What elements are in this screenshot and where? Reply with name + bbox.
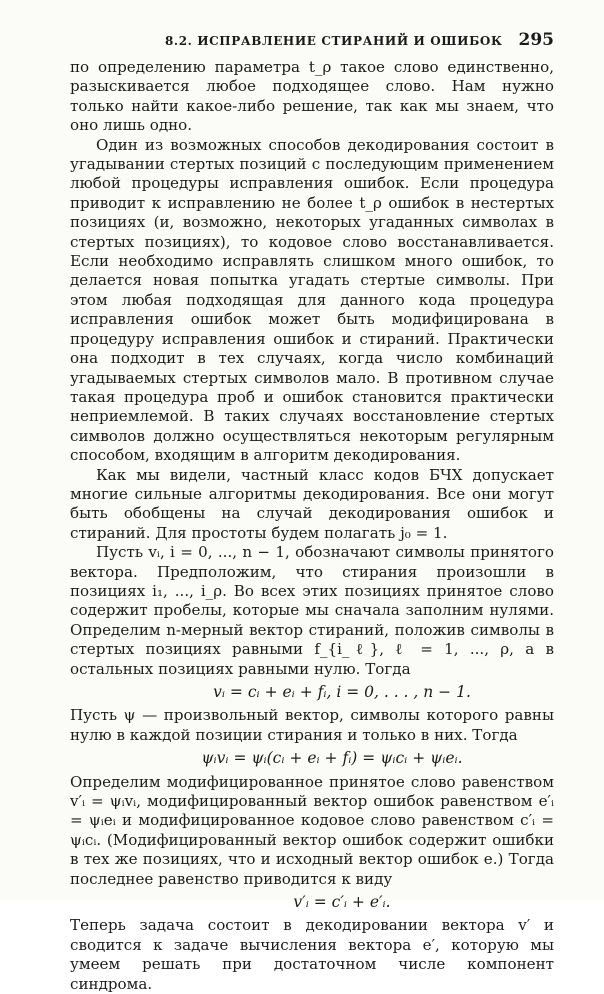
section-title: 8.2. ИСПРАВЛЕНИЕ СТИРАНИЙ И ОШИБОК	[164, 34, 503, 48]
paragraph-1: по определению параметра t_ρ такое слово единственно, разыскивается любое подходящее слово. Нам нужно только найти какое-либо решение, так как мы знаем, что оно лишь одно.	[70, 58, 554, 135]
paragraph-3: Как мы видели, частный класс кодов БЧХ допускает многие сильные алгоритмы декодирования. Все они могут быть обобщены на случай декодирования ошибок и стираний. Для простоты будем полагать j₀ = 1.	[70, 465, 554, 542]
running-head	[70, 30, 554, 50]
paragraph-7: Теперь задача состоит в декодировании вектора v′ и сводится к задаче вычисления вектора e′, которую мы умеем решать при достаточном числе компонент синдрома.	[70, 916, 554, 993]
page-body	[70, 58, 554, 994]
formula-modified-product: ψᵢvᵢ = ψᵢ(cᵢ + eᵢ + fᵢ) = ψᵢcᵢ + ψᵢeᵢ.	[201, 749, 463, 768]
paragraph-2: Один из возможных способов декодирования состоит в угадывании стертых позиций с последующим применением любой процедуры исправления ошибок. Если процедура приводит к исправлению не более t_ρ ошибок в нестертых позициях (и, возможно, некоторых угаданных символах в стертых позициях), то кодовое слово восстанавливается. Если необходимо исправлять слишком много ошибок, то делается новая попытка угадать стертые символы. При этом любая подходящая для данного кода процедура исправления ошибок может быть модифицирована в процедуру исправления ошибок и стираний. Практически она подходит в тех случаях, когда число комбинаций угадываемых стертых символов мало. В противном случае такая процедура проб и ошибок становится практически неприемлемой. В таких случаях восстановление стертых символов должно осуществляться некоторым регулярным способом, входящим в алгоритм декодирования.	[70, 135, 554, 465]
paragraph-5: Пусть ψ — произвольный вектор, символы которого равны нулю в каждой позиции стирания и только в них. Тогда	[70, 706, 554, 744]
formula-modified-word: v′ᵢ = c′ᵢ + e′ᵢ.	[293, 893, 391, 912]
paragraph-4: Пусть vᵢ, i = 0, ..., n − 1, обозначают символы принятого вектора. Предположим, что стирания произошли в позициях i₁, ..., i_ρ. Во всех этих позициях принятое слово содержит пробелы, которые мы сначала заполним нулями. Определим n-мерный вектор стираний, положив символы в стертых позициях равными f_{i_ℓ}, ℓ = 1, ..., ρ, а в остальных позициях равными нулю. Тогда	[70, 543, 554, 678]
paragraph-6: Определим модифицированное принятое слово равенством v′ᵢ = ψᵢvᵢ, модифицированный вектор ошибок равенством e′ᵢ = ψᵢeᵢ и модифицированное кодовое слово равенством c′ᵢ = ψᵢcᵢ. (Модифицированный вектор ошибок содержит ошибки в тех же позициях, что и исходный вектор ошибок e.) Тогда последнее равенство приводится к виду	[70, 772, 554, 888]
formula-received-vector: vᵢ = cᵢ + eᵢ + fᵢ, i = 0, . . . , n − 1.	[213, 683, 471, 701]
page-number: 295	[518, 30, 554, 50]
